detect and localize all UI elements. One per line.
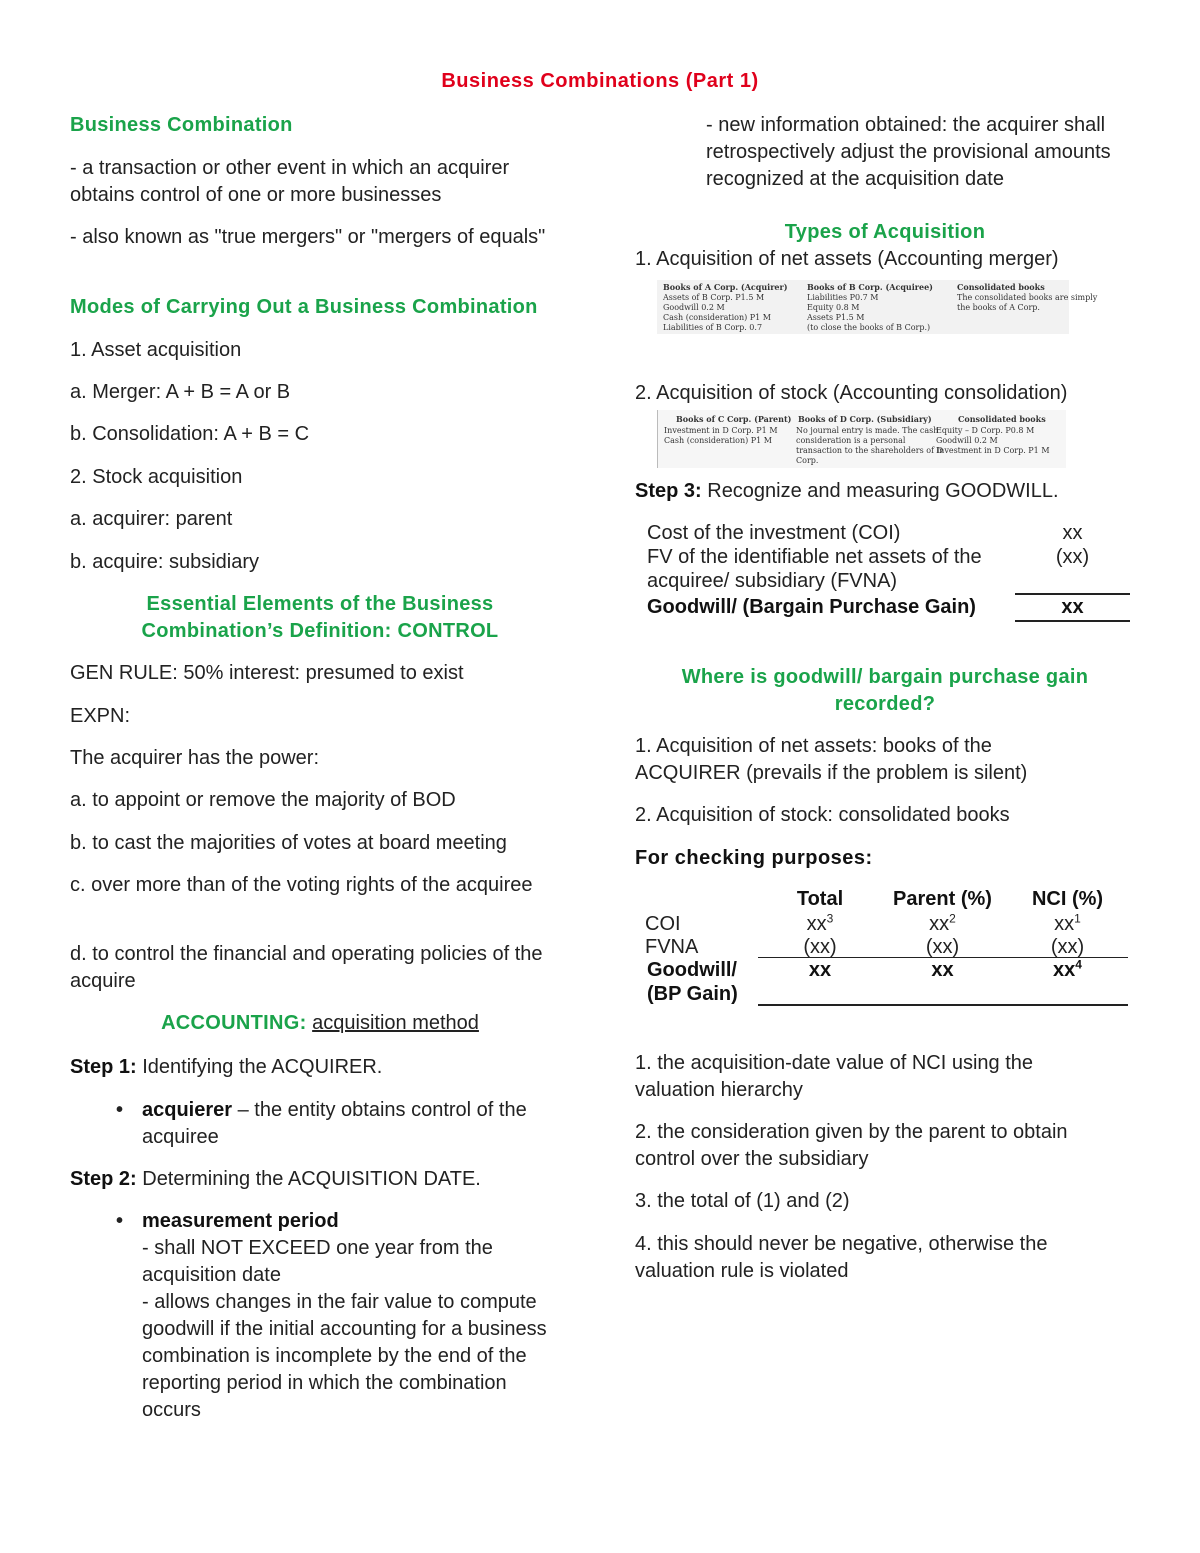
journal1-line: the books of A Corp. xyxy=(957,303,1040,312)
heading-essential-line2: Combination’s Definition: CONTROL xyxy=(141,620,499,642)
heading-essential-elements xyxy=(70,591,570,645)
mode-item: a. Merger: A + B = A or B xyxy=(70,381,291,403)
measurement-period-line1: - shall NOT EXCEED one year from the acquisition date xyxy=(142,1237,493,1286)
footnote-marker: 3 xyxy=(826,911,834,926)
check-header: NCI (%) xyxy=(1031,888,1104,910)
step-2-text: Determining the ACQUISITION DATE. xyxy=(136,1168,481,1190)
gw-row-value: (xx) xyxy=(1055,546,1090,568)
footnote-3: 3. the total of (1) and (2) xyxy=(635,1190,850,1212)
check-value: xx xyxy=(808,959,832,981)
step-3-text: Recognize and measuring GOODWILL. xyxy=(701,480,1059,502)
journal2-line: Investment in D Corp. P1 M xyxy=(664,426,778,435)
journal2-line: No journal entry is made. The cash xyxy=(796,426,939,435)
check-value: (xx) xyxy=(925,936,960,958)
footnote-4: 4. this should never be negative, otherwise the valuation rule is violated xyxy=(635,1233,1048,1282)
check-row-label: COI xyxy=(645,913,681,935)
mode-item: b. Consolidation: A + B = C xyxy=(70,423,310,445)
check-row-label-bp: (BP Gain) xyxy=(647,983,738,1005)
heading-business-combination: Business Combination xyxy=(70,114,293,136)
bullet-measurement-period xyxy=(70,1208,570,1424)
heading-modes: Modes of Carrying Out a Business Combination xyxy=(70,296,538,318)
check-header: Parent (%) xyxy=(893,888,992,910)
gw-row-label: FV of the identifiable net assets of the acquiree/ subsidiary (FVNA) xyxy=(647,546,982,592)
heading-essential-line1: Essential Elements of the Business xyxy=(146,593,494,615)
check-value: (xx) xyxy=(803,936,837,958)
expn: EXPN: xyxy=(70,705,131,727)
journal2-line: Investment in D Corp. P1 M xyxy=(936,446,1050,455)
gw-row-value: xx xyxy=(1062,522,1083,544)
bullet-dot-icon: • xyxy=(116,1210,124,1232)
check-value: xx xyxy=(806,913,827,935)
step-2-label: Step 2: xyxy=(70,1168,137,1190)
journal2-line: Goodwill 0.2 M xyxy=(936,436,998,445)
journal1-line: Equity 0.8 M xyxy=(807,303,860,312)
check-value: xx xyxy=(1053,959,1076,981)
definition-1: - a transaction or other event in which an acquirer obtains control of one or more businesses xyxy=(70,157,510,206)
type-2: 2. Acquisition of stock (Accounting consolidation) xyxy=(635,382,1068,404)
journal1-line: (to close the books of B Corp.) xyxy=(807,323,931,332)
journal1-line: Cash (consideration) P1 M xyxy=(663,313,771,322)
page-title: Business Combinations (Part 1) xyxy=(441,70,759,92)
gw-total-label: Goodwill/ (Bargain Purchase Gain) xyxy=(647,596,976,618)
check-value: xx xyxy=(1054,913,1075,935)
journal1-header-consolidated: Consolidated books xyxy=(957,282,1045,292)
step-1-label: Step 1: xyxy=(70,1056,137,1078)
power-intro: The acquirer has the power: xyxy=(70,747,320,769)
journal2-line: Corp. xyxy=(796,456,819,465)
check-row-label: Goodwill/ xyxy=(647,959,737,981)
check-cell xyxy=(1010,912,1125,936)
journal2-line: consideration is a personal xyxy=(796,436,906,445)
journal2-header-subsidiary: Books of D Corp. (Subsidiary) xyxy=(798,414,932,424)
step-3-label: Step 3: xyxy=(635,480,702,502)
journal1-line: Goodwill 0.2 M xyxy=(663,303,725,312)
accounting-heading xyxy=(70,1010,570,1037)
mode-item: b. acquire: subsidiary xyxy=(70,551,259,573)
check-value: xx xyxy=(931,959,954,981)
new-information: - new information obtained: the acquirer shall retrospectively adjust the provisional amounts recognized at the acquisition date xyxy=(706,114,1111,190)
type-1: 1. Acquisition of net assets (Accounting merger) xyxy=(635,248,1059,270)
heading-where-recorded xyxy=(635,664,1135,718)
check-value: (xx) xyxy=(1050,936,1085,958)
heading-types-of-acquisition: Types of Acquisition xyxy=(784,221,986,243)
journal2-header-consolidated: Consolidated books xyxy=(958,414,1046,424)
step-2 xyxy=(70,1166,570,1193)
check-cell xyxy=(1010,958,1125,982)
journal1-line: Liabilities of B Corp. 0.7 xyxy=(663,323,763,332)
power-item-b: b. to cast the majorities of votes at board meeting xyxy=(70,832,507,854)
bullet-dot-icon: • xyxy=(116,1099,124,1121)
gw-row-label: Cost of the investment (COI) xyxy=(647,522,901,544)
check-row-label: FVNA xyxy=(645,936,699,958)
check-rule xyxy=(758,1004,1128,1006)
accounting-method: acquisition method xyxy=(312,1012,479,1034)
journal2-header-parent: Books of C Corp. (Parent) xyxy=(676,414,792,424)
footnote-marker: 2 xyxy=(949,911,956,926)
power-item-c: c. over more than of the voting rights of the acquiree xyxy=(70,874,533,896)
measurement-period-line2: - allows changes in the fair value to compute goodwill if the initial accounting for a business combination is incomplete by the end of the reporting period in which the combination occurs xyxy=(142,1291,547,1421)
gw-total-value: xx xyxy=(1061,596,1084,618)
where-item-2: 2. Acquisition of stock: consolidated books xyxy=(635,804,1010,826)
mode-item: 1. Asset acquisition xyxy=(70,339,242,361)
gen-rule: GEN RULE: 50% interest: presumed to exist xyxy=(70,662,464,684)
footnote-2: 2. the consideration given by the parent to obtain control over the subsidiary xyxy=(635,1121,1068,1170)
checking-title: For checking purposes: xyxy=(635,847,873,869)
heading-where-line2: recorded? xyxy=(834,693,936,715)
power-item-d: d. to control the financial and operating policies of the acquire xyxy=(70,943,543,992)
acquirer-definition: – the entity obtains control of the acquiree xyxy=(142,1099,527,1148)
mode-item: a. acquirer: parent xyxy=(70,508,233,530)
acquirer-term: acquierer xyxy=(142,1099,233,1121)
journal2-line: Cash (consideration) P1 M xyxy=(664,436,772,445)
footnote-1: 1. the acquisition-date value of NCI using the valuation hierarchy xyxy=(635,1052,1034,1101)
journal1-line: Assets of B Corp. P1.5 M xyxy=(663,293,765,302)
journal1-line: Assets P1.5 M xyxy=(807,313,865,322)
mode-item: 2. Stock acquisition xyxy=(70,466,243,488)
footnote-marker: 1 xyxy=(1074,911,1081,926)
journal1-header-acquirer: Books of A Corp. (Acquirer) xyxy=(663,282,788,292)
check-header: Total xyxy=(796,888,844,910)
journal2-line: transaction to the shareholders of D xyxy=(796,446,943,455)
journal1-header-acquiree: Books of B Corp. (Acquiree) xyxy=(807,282,933,292)
check-value: xx xyxy=(929,913,950,935)
check-cell xyxy=(885,912,1000,936)
check-cell xyxy=(765,912,875,936)
where-item-1: 1. Acquisition of net assets: books of the ACQUIRER (prevails if the problem is silent) xyxy=(635,735,1028,784)
journal-stock-image xyxy=(657,410,1066,468)
power-item-a: a. to appoint or remove the majority of BOD xyxy=(70,789,456,811)
heading-where-line1: Where is goodwill/ bargain purchase gain xyxy=(681,666,1089,688)
step-3 xyxy=(635,478,1135,505)
journal-net-assets-image xyxy=(657,280,1098,334)
step-1 xyxy=(70,1054,570,1081)
journal2-line: Equity – D Corp. P0.8 M xyxy=(936,426,1035,435)
journal1-line: The consolidated books are simply xyxy=(957,293,1098,302)
accounting-label: ACCOUNTING: xyxy=(161,1012,307,1034)
gw-rule xyxy=(1015,620,1130,622)
bullet-acquirer xyxy=(70,1097,570,1151)
step-1-text: Identifying the ACQUIRER. xyxy=(136,1056,383,1078)
footnote-marker: 4 xyxy=(1075,957,1082,972)
journal1-line: Liabilities P0.7 M xyxy=(807,293,879,302)
definition-2: - also known as "true mergers" or "mergers of equals" xyxy=(70,226,546,248)
measurement-period-term: measurement period xyxy=(142,1210,339,1232)
